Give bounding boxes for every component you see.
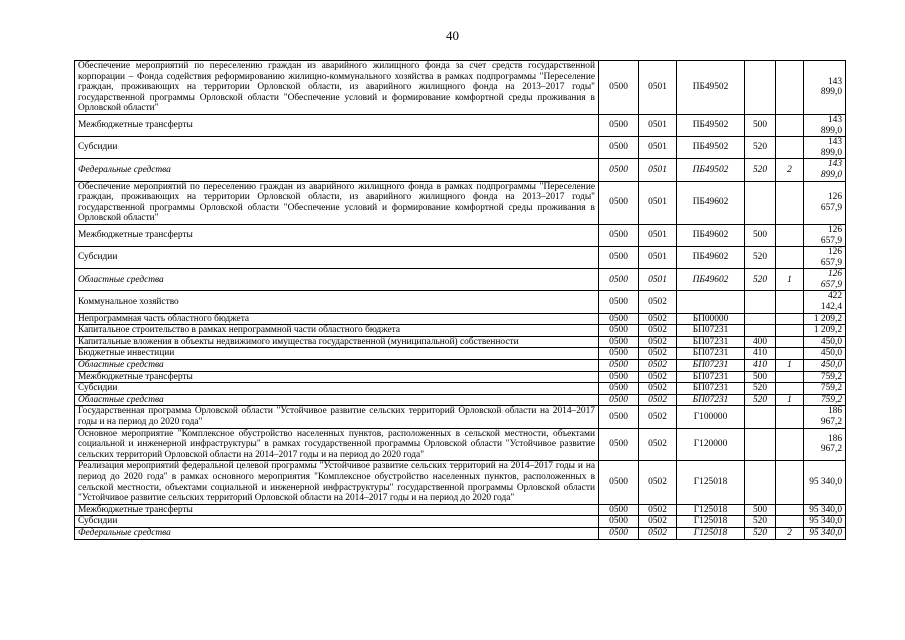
table-row — [75, 360, 846, 372]
subsection-code: 0501 — [639, 224, 677, 246]
section-code: 0500 — [599, 313, 639, 325]
expense-type-code — [745, 325, 776, 337]
section-code: 0500 — [599, 406, 639, 428]
section-code: 0500 — [599, 360, 639, 372]
row-description: Областные средства — [75, 394, 599, 406]
funding-source-code — [776, 247, 804, 269]
table-row — [75, 269, 846, 291]
row-description: Областные средства — [75, 360, 599, 372]
row-description: Межбюджетные трансферты — [75, 224, 599, 246]
expense-type-code: 410 — [745, 348, 776, 360]
row-description: Обеспечение мероприятий по переселению граждан из аварийного жилищного фонда за счет средств государственной корпорации – Фонда содействия реформированию жилищно-коммунального хозяйства в рамках подпрограммы "Переселение граждан, проживающих на территории Орловской области, из аварийного жилищного фонда на 2013–2017 годы" государственной программы Орловской области "Обеспечение условий и формирование комфортной среды проживания в Орловской области" — [75, 61, 599, 115]
amount: 450,0 — [804, 348, 846, 360]
funding-source-code — [776, 406, 804, 428]
table-row — [75, 247, 846, 269]
amount: 126 657,9 — [804, 224, 846, 246]
expense-type-code — [745, 313, 776, 325]
target-article-code: БП07231 — [677, 394, 745, 406]
expense-type-code — [745, 291, 776, 313]
amount: 95 340,0 — [804, 527, 846, 539]
row-description: Межбюджетные трансферты — [75, 504, 599, 516]
funding-source-code — [776, 504, 804, 516]
subsection-code: 0502 — [639, 516, 677, 528]
budget-table-body — [75, 61, 846, 540]
expense-type-code: 520 — [745, 516, 776, 528]
funding-source-code: 2 — [776, 527, 804, 539]
subsection-code: 0501 — [639, 137, 677, 159]
table-row — [75, 291, 846, 313]
subsection-code: 0501 — [639, 61, 677, 115]
funding-source-code: 1 — [776, 269, 804, 291]
funding-source-code — [776, 516, 804, 528]
target-article-code: БП00000 — [677, 313, 745, 325]
expense-type-code: 520 — [745, 527, 776, 539]
amount: 186 967,2 — [804, 406, 846, 428]
subsection-code: 0502 — [639, 504, 677, 516]
expense-type-code: 520 — [745, 394, 776, 406]
funding-source-code: 1 — [776, 360, 804, 372]
expense-type-code: 500 — [745, 371, 776, 383]
section-code: 0500 — [599, 137, 639, 159]
table-row — [75, 406, 846, 428]
amount: 422 142,4 — [804, 291, 846, 313]
amount: 95 340,0 — [804, 461, 846, 504]
amount: 143 899,0 — [804, 137, 846, 159]
target-article-code: БП07231 — [677, 383, 745, 395]
subsection-code: 0501 — [639, 114, 677, 136]
row-description: Субсидии — [75, 383, 599, 395]
section-code: 0500 — [599, 247, 639, 269]
section-code: 0500 — [599, 291, 639, 313]
table-row — [75, 383, 846, 395]
target-article-code: БП07231 — [677, 336, 745, 348]
subsection-code: 0502 — [639, 394, 677, 406]
expense-type-code: 500 — [745, 504, 776, 516]
target-article-code: ПБ49602 — [677, 181, 745, 224]
subsection-code: 0502 — [639, 348, 677, 360]
amount: 759,2 — [804, 383, 846, 395]
target-article-code: ПБ49502 — [677, 61, 745, 115]
target-article-code: ПБ49602 — [677, 247, 745, 269]
section-code: 0500 — [599, 461, 639, 504]
row-description: Капитальные вложения в объекты недвижимого имущества государственной (муниципальной) собственности — [75, 336, 599, 348]
row-description: Межбюджетные трансферты — [75, 371, 599, 383]
table-row — [75, 371, 846, 383]
section-code: 0500 — [599, 61, 639, 115]
subsection-code: 0502 — [639, 291, 677, 313]
row-description: Государственная программа Орловской области "Устойчивое развитие сельских территорий Орловской области на 2014–2017 годы и на период до 2020 года" — [75, 406, 599, 428]
funding-source-code — [776, 428, 804, 461]
section-code: 0500 — [599, 269, 639, 291]
funding-source-code — [776, 61, 804, 115]
table-row — [75, 325, 846, 337]
subsection-code: 0502 — [639, 313, 677, 325]
funding-source-code — [776, 336, 804, 348]
section-code: 0500 — [599, 224, 639, 246]
subsection-code: 0502 — [639, 360, 677, 372]
target-article-code: Г125018 — [677, 516, 745, 528]
expense-type-code: 410 — [745, 360, 776, 372]
table-row — [75, 428, 846, 461]
funding-source-code — [776, 291, 804, 313]
funding-source-code — [776, 348, 804, 360]
expense-type-code: 520 — [745, 383, 776, 395]
target-article-code: БП07231 — [677, 348, 745, 360]
section-code: 0500 — [599, 114, 639, 136]
subsection-code: 0501 — [639, 181, 677, 224]
funding-source-code — [776, 383, 804, 395]
expense-type-code — [745, 428, 776, 461]
expense-type-code: 520 — [745, 247, 776, 269]
expense-type-code: 400 — [745, 336, 776, 348]
amount: 143 899,0 — [804, 159, 846, 181]
row-description: Реализация мероприятий федеральной целевой программы "Устойчивое развитие сельских территорий на 2014–2017 годы и на период до 2020 года" в рамках основного мероприятия "Комплексное обустройство населенных пунктов, расположенных в сельской местности, объектами социальной и инженерной инфраструктуры" государственной программы Орловской области "Устойчивое развитие сельских территорий Орловской области на 2014–2017 годы и на период до 2020 года" — [75, 461, 599, 504]
subsection-code: 0501 — [639, 269, 677, 291]
table-row — [75, 159, 846, 181]
subsection-code: 0502 — [639, 406, 677, 428]
row-description: Капитальное строительство в рамках непрограммной части областного бюджета — [75, 325, 599, 337]
amount: 126 657,9 — [804, 269, 846, 291]
target-article-code — [677, 291, 745, 313]
funding-source-code — [776, 461, 804, 504]
row-description: Субсидии — [75, 137, 599, 159]
expense-type-code — [745, 406, 776, 428]
amount: 450,0 — [804, 336, 846, 348]
funding-source-code: 1 — [776, 394, 804, 406]
subsection-code: 0502 — [639, 336, 677, 348]
table-row — [75, 114, 846, 136]
table-row — [75, 516, 846, 528]
expense-type-code: 500 — [745, 114, 776, 136]
section-code: 0500 — [599, 516, 639, 528]
target-article-code: ПБ49502 — [677, 137, 745, 159]
funding-source-code: 2 — [776, 159, 804, 181]
section-code: 0500 — [599, 181, 639, 224]
funding-source-code — [776, 114, 804, 136]
row-description: Областные средства — [75, 269, 599, 291]
table-row — [75, 224, 846, 246]
subsection-code: 0501 — [639, 159, 677, 181]
table-row — [75, 504, 846, 516]
expense-type-code — [745, 61, 776, 115]
section-code: 0500 — [599, 428, 639, 461]
row-description: Федеральные средства — [75, 159, 599, 181]
funding-source-code — [776, 181, 804, 224]
amount: 759,2 — [804, 371, 846, 383]
target-article-code: ПБ49602 — [677, 269, 745, 291]
row-description: Обеспечение мероприятий по переселению граждан из аварийного жилищного фонда в рамках подпрограммы "Переселение граждан, проживающих на территории Орловской области, из аварийного жилищного фонда на 2013–2017 годы" государственной программы Орловской области "Обеспечение условий и формирование комфортной среды проживания в Орловской области" — [75, 181, 599, 224]
table-row — [75, 394, 846, 406]
row-description: Коммунальное хозяйство — [75, 291, 599, 313]
subsection-code: 0502 — [639, 428, 677, 461]
row-description: Субсидии — [75, 516, 599, 528]
row-description: Бюджетные инвестиции — [75, 348, 599, 360]
target-article-code: БП07231 — [677, 325, 745, 337]
row-description: Непрограммная часть областного бюджета — [75, 313, 599, 325]
target-article-code: Г125018 — [677, 527, 745, 539]
target-article-code: БП07231 — [677, 360, 745, 372]
table-row — [75, 61, 846, 115]
table-row — [75, 336, 846, 348]
table-row — [75, 461, 846, 504]
expense-type-code: 520 — [745, 159, 776, 181]
expense-type-code: 520 — [745, 137, 776, 159]
section-code: 0500 — [599, 394, 639, 406]
funding-source-code — [776, 325, 804, 337]
target-article-code: Г120000 — [677, 428, 745, 461]
row-description: Основное мероприятие "Комплексное обустройство населенных пунктов, расположенных в сельской местности, объектами социальной и инженерной инфраструктуры" в рамках государственной программы Орловской области "Устойчивое развитие сельских территорий Орловской области на 2014–2017 годы и на период до 2020 года" — [75, 428, 599, 461]
amount: 126 657,9 — [804, 247, 846, 269]
target-article-code: ПБ49502 — [677, 114, 745, 136]
funding-source-code — [776, 224, 804, 246]
amount: 126 657,9 — [804, 181, 846, 224]
section-code: 0500 — [599, 159, 639, 181]
expense-type-code: 520 — [745, 269, 776, 291]
table-row — [75, 348, 846, 360]
amount: 450,0 — [804, 360, 846, 372]
target-article-code: БП07231 — [677, 371, 745, 383]
funding-source-code — [776, 137, 804, 159]
subsection-code: 0502 — [639, 383, 677, 395]
section-code: 0500 — [599, 504, 639, 516]
expense-type-code — [745, 461, 776, 504]
subsection-code: 0502 — [639, 371, 677, 383]
amount: 143 899,0 — [804, 61, 846, 115]
amount: 1 209,2 — [804, 325, 846, 337]
table-row — [75, 137, 846, 159]
target-article-code: Г100000 — [677, 406, 745, 428]
expense-type-code: 500 — [745, 224, 776, 246]
funding-source-code — [776, 313, 804, 325]
row-description: Федеральные средства — [75, 527, 599, 539]
section-code: 0500 — [599, 325, 639, 337]
subsection-code: 0502 — [639, 527, 677, 539]
funding-source-code — [776, 371, 804, 383]
page-number: 40 — [446, 28, 459, 43]
section-code: 0500 — [599, 336, 639, 348]
target-article-code: Г125018 — [677, 461, 745, 504]
amount: 186 967,2 — [804, 428, 846, 461]
target-article-code: ПБ49502 — [677, 159, 745, 181]
amount: 95 340,0 — [804, 516, 846, 528]
amount: 759,2 — [804, 394, 846, 406]
subsection-code: 0502 — [639, 325, 677, 337]
table-row — [75, 181, 846, 224]
amount: 1 209,2 — [804, 313, 846, 325]
section-code: 0500 — [599, 348, 639, 360]
table-row — [75, 313, 846, 325]
target-article-code: Г125018 — [677, 504, 745, 516]
row-description: Субсидии — [75, 247, 599, 269]
row-description: Межбюджетные трансферты — [75, 114, 599, 136]
table-row — [75, 527, 846, 539]
amount: 143 899,0 — [804, 114, 846, 136]
subsection-code: 0501 — [639, 247, 677, 269]
budget-table — [74, 60, 846, 540]
expense-type-code — [745, 181, 776, 224]
section-code: 0500 — [599, 383, 639, 395]
subsection-code: 0502 — [639, 461, 677, 504]
section-code: 0500 — [599, 527, 639, 539]
section-code: 0500 — [599, 371, 639, 383]
target-article-code: ПБ49602 — [677, 224, 745, 246]
amount: 95 340,0 — [804, 504, 846, 516]
